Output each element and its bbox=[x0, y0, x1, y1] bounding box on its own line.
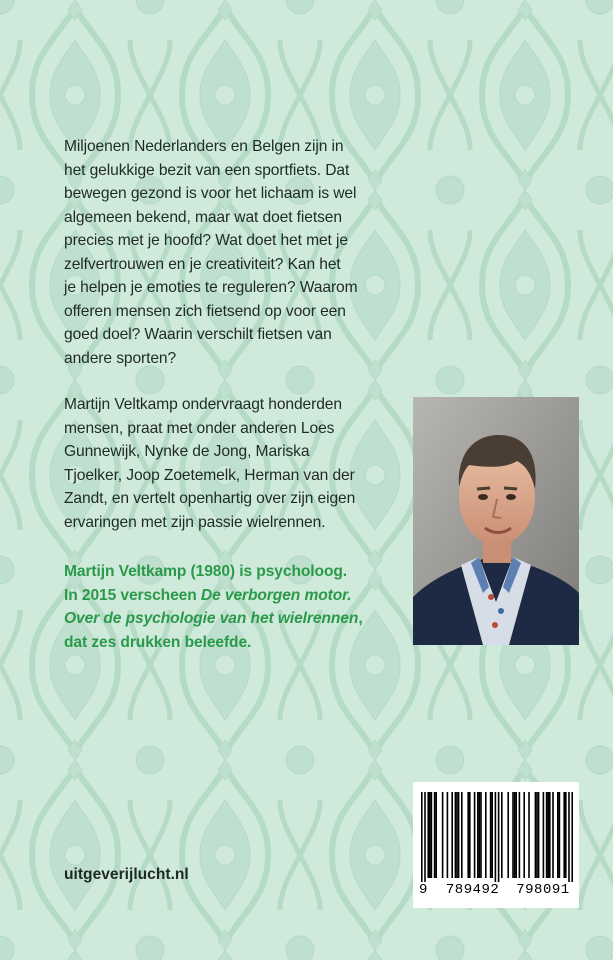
text-line: je helpen je emoties te reguleren? Waarom bbox=[64, 279, 358, 296]
barcode-bar bbox=[495, 792, 497, 882]
author-photo bbox=[413, 397, 579, 645]
text-line: Zandt, en vertelt openhartig over zijn eigen bbox=[64, 490, 356, 507]
barcode-bar bbox=[421, 792, 423, 882]
barcode-bar bbox=[447, 792, 449, 878]
barcode-bar bbox=[491, 792, 493, 878]
text-line: Martijn Veltkamp ondervraagt honderden bbox=[64, 396, 342, 413]
barcode-bar bbox=[485, 792, 487, 878]
barcode-bar bbox=[431, 792, 433, 878]
text-line: precies met je hoofd? Wat doet het met je bbox=[64, 232, 348, 249]
book-subtitle: Over de psychologie van het wielrennen bbox=[64, 610, 359, 627]
publisher-url[interactable]: uitgeverijlucht.nl bbox=[64, 866, 189, 883]
barcode-bar bbox=[498, 792, 500, 882]
barcode-bar bbox=[535, 792, 537, 878]
barcode-bar bbox=[515, 792, 517, 878]
text-line: goed doel? Waarin verschilt fietsen van bbox=[64, 326, 332, 343]
isbn-digits bbox=[419, 882, 575, 898]
bio-line: dat zes drukken beleefde. bbox=[64, 633, 252, 651]
text-line: Miljoenen Nederlanders en Belgen zijn in bbox=[64, 138, 344, 155]
barcode-bar bbox=[568, 792, 570, 882]
barcode-bar bbox=[461, 792, 463, 878]
barcode-bar bbox=[547, 792, 549, 878]
barcode-bar bbox=[479, 792, 481, 878]
barcode-bar bbox=[480, 792, 482, 878]
barcode-bar bbox=[557, 792, 559, 878]
content-paragraph bbox=[64, 393, 414, 534]
barcode-bar bbox=[563, 792, 565, 878]
bio-line: Martijn Veltkamp (1980) is psycholoog. bbox=[64, 563, 348, 580]
bio-line bbox=[64, 584, 394, 608]
bio-line bbox=[64, 607, 394, 631]
barcode-bar bbox=[543, 792, 545, 878]
isbn-barcode bbox=[413, 782, 579, 908]
text-line: Tjoelker, Joop Zoetemelk, Herman van der bbox=[64, 466, 355, 484]
barcode-bar bbox=[490, 792, 492, 878]
barcode-bar bbox=[559, 792, 561, 878]
text-line: mensen, praat met onder anderen Loes bbox=[64, 419, 335, 437]
barcode-bar bbox=[549, 792, 551, 878]
barcode-bar bbox=[427, 792, 429, 878]
barcode-bar bbox=[523, 792, 525, 878]
barcode-bar bbox=[434, 792, 436, 878]
barcode-bar bbox=[512, 792, 514, 878]
barcode-bar bbox=[474, 792, 476, 878]
barcode-bar bbox=[519, 792, 521, 878]
text-line: ervaringen met zijn passie wielrennen. bbox=[64, 513, 326, 531]
book-title: De verborgen motor. bbox=[200, 586, 352, 604]
bio-text: , bbox=[358, 610, 363, 627]
barcode-bar bbox=[429, 792, 431, 878]
isbn-first-digit: 9 bbox=[419, 882, 428, 898]
barcode-bars bbox=[413, 782, 579, 882]
text-line: zelfvertrouwen en je creativiteit? Kan het bbox=[64, 255, 341, 273]
barcode-bar bbox=[536, 792, 538, 878]
bio-text: In 2015 verscheen bbox=[64, 586, 201, 604]
barcode-bar bbox=[467, 792, 469, 878]
barcode-bar bbox=[528, 792, 530, 878]
text-line: offeren mensen zich fietsend op voor een bbox=[64, 302, 346, 320]
barcode-bar bbox=[565, 792, 567, 878]
isbn-group-2: 798091 bbox=[516, 882, 570, 898]
barcode-bar bbox=[571, 792, 573, 882]
barcode-bar bbox=[501, 792, 503, 878]
barcode-bar bbox=[538, 792, 540, 878]
barcode-bar bbox=[456, 792, 458, 878]
barcode-bar bbox=[435, 792, 437, 878]
barcode-bar bbox=[442, 792, 444, 878]
text-line: algemeen bekend, maar wat doet fietsen bbox=[64, 208, 342, 226]
barcode-bar bbox=[455, 792, 457, 878]
text-line: het gelukkige bezit van een sportfiets. Dat bbox=[64, 161, 350, 179]
barcode-bar bbox=[507, 792, 509, 878]
text-line: Gunnewijk, Nynke de Jong, Mariska bbox=[64, 443, 310, 460]
description-paragraph bbox=[64, 135, 434, 370]
text-line: andere sporten? bbox=[64, 349, 177, 367]
barcode-bar bbox=[424, 792, 426, 882]
barcode-bar bbox=[514, 792, 516, 878]
barcode-bar bbox=[552, 792, 554, 878]
barcode-bar bbox=[477, 792, 479, 878]
author-bio bbox=[64, 560, 394, 654]
barcode-bar bbox=[458, 792, 460, 878]
isbn-group-1: 789492 bbox=[445, 882, 500, 898]
barcode-bar bbox=[451, 792, 453, 878]
barcode-bar bbox=[546, 792, 548, 878]
barcode-bar bbox=[469, 792, 471, 878]
text-line: bewegen gezond is voor het lichaam is wel bbox=[64, 185, 357, 202]
